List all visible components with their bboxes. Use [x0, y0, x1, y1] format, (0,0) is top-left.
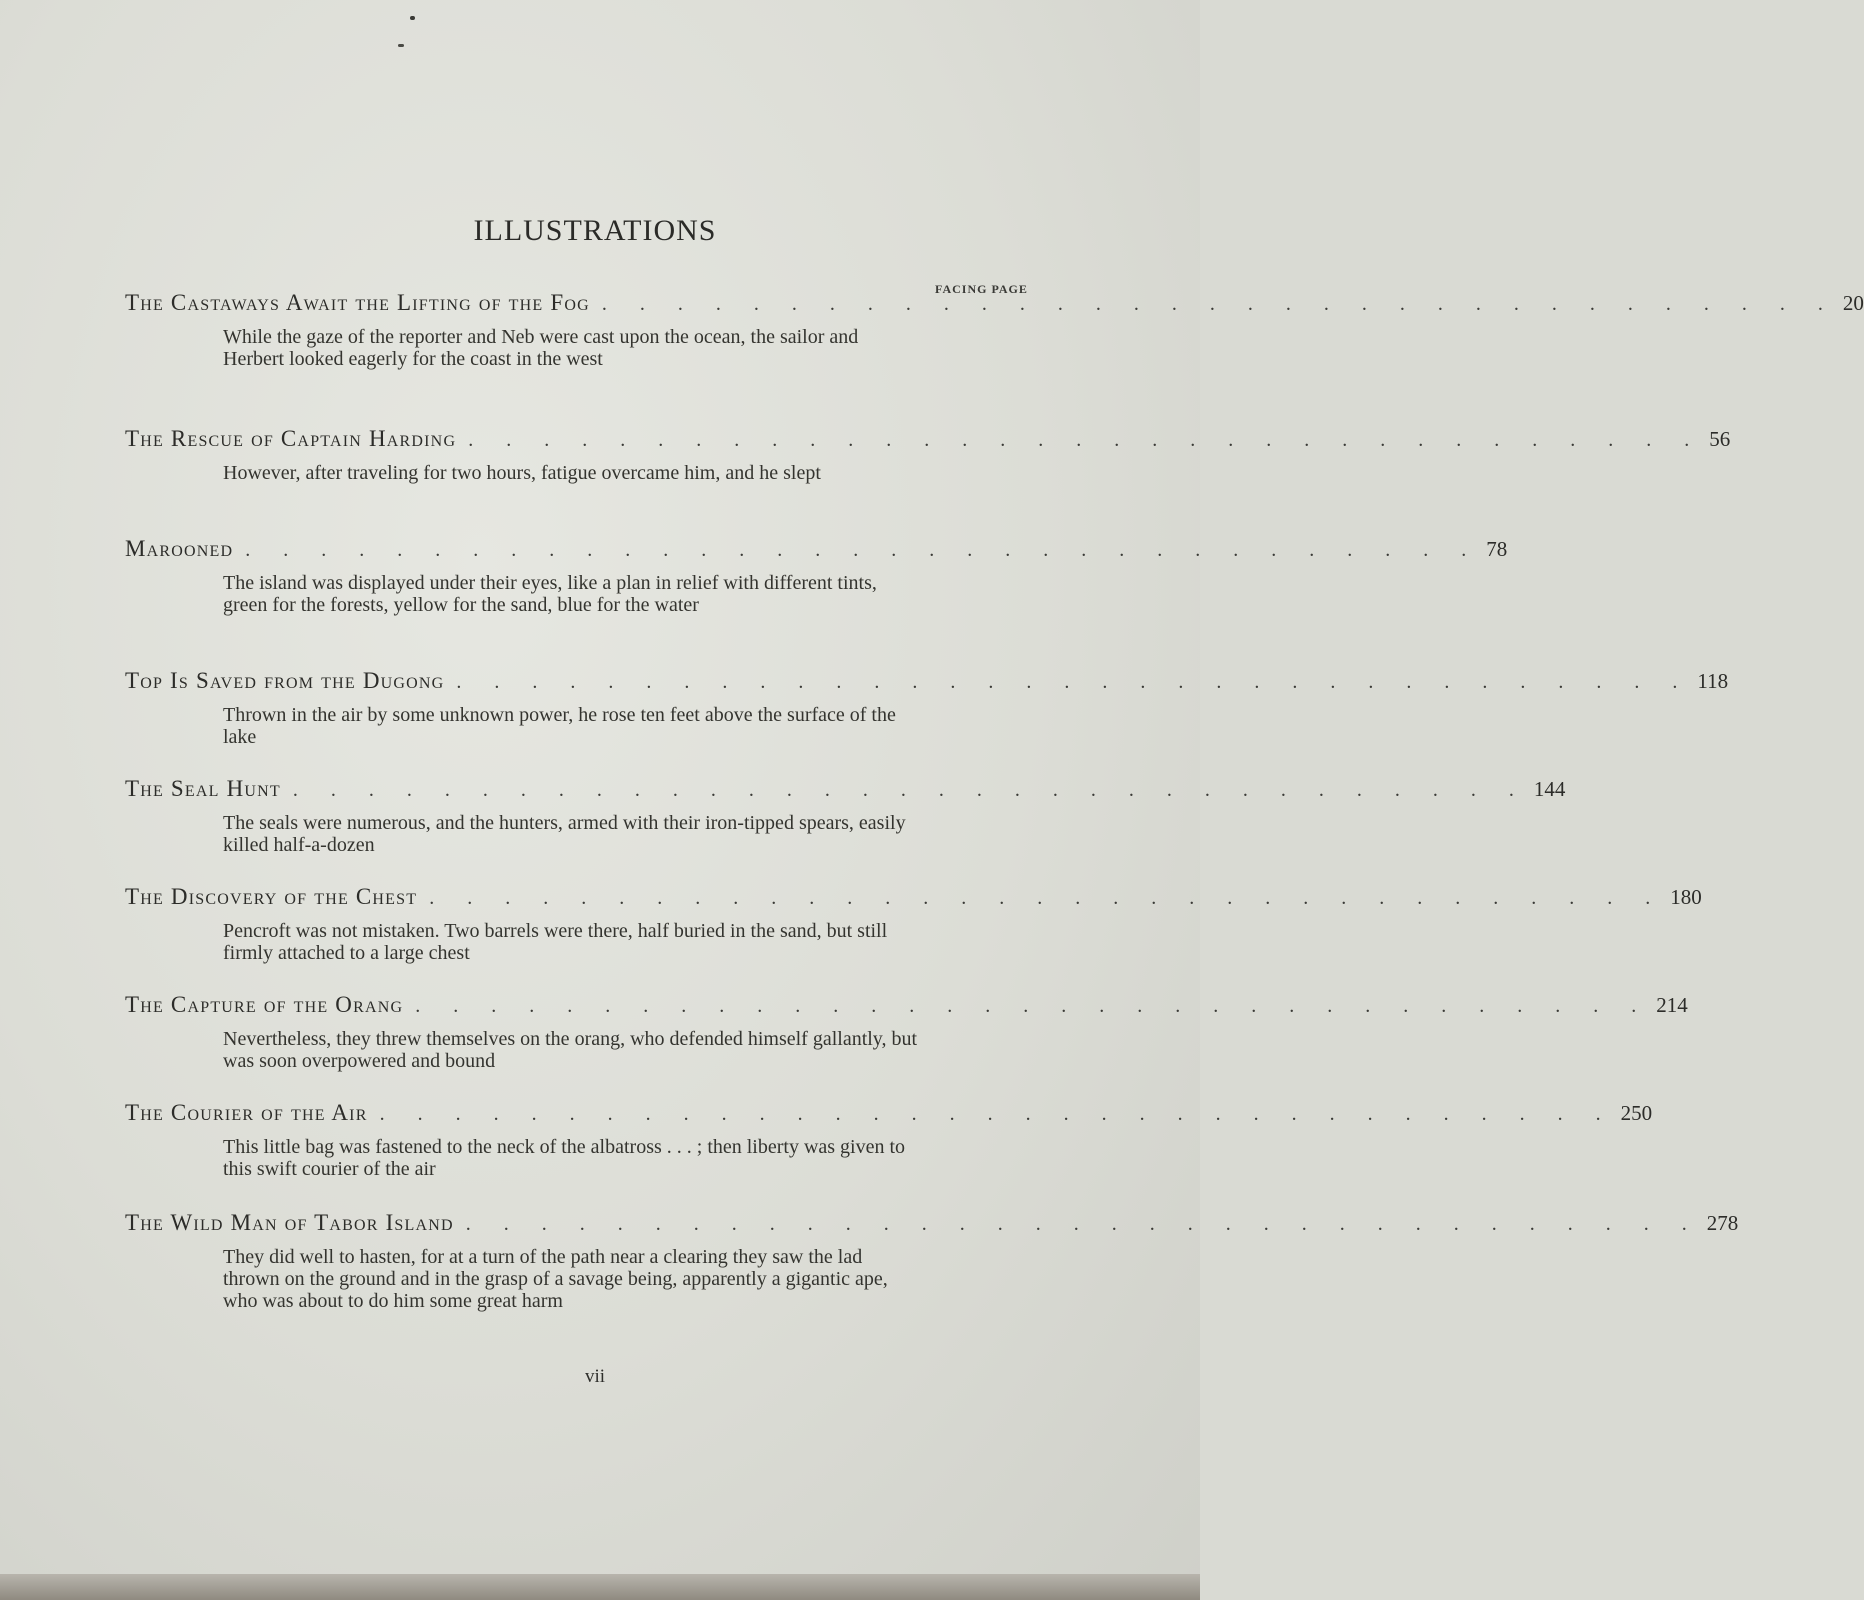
illustration-caption: While the gaze of the reporter and Neb were cast upon the ocean, the sailor and Herbert looked eagerly for the coast in the west — [223, 326, 859, 370]
facing-page-label: FACING PAGE — [935, 282, 1028, 296]
illustration-caption: Nevertheless, they threw themselves on the orang, who defended himself gallantly, but was soon overpowered and bound — [223, 1028, 918, 1072]
illustration-entry — [125, 992, 1688, 1072]
page-number: 20 — [1842, 291, 1864, 315]
ink-speck — [398, 44, 404, 47]
illustration-caption: They did well to hasten, for at a turn of the path near a clearing they saw the lad thrown on the ground and in the grasp of a savage being, apparently a gigantic ape, who was about to do him some great harm — [223, 1246, 888, 1312]
page-folio: vii — [584, 1366, 606, 1387]
illustration-entry — [125, 1100, 1653, 1180]
illustration-title: The Discovery of the Chest — [125, 884, 418, 909]
dot-leader: . . . . . . . . . . . . . . . . . . . . . . . . . . . . . . . . . — [465, 1213, 1701, 1235]
illustration-title: The Wild Man of Tabor Island — [125, 1210, 454, 1235]
illustration-entry — [125, 1210, 1739, 1312]
dot-leader: . . . . . . . . . . . . . . . . . . . . . . . . . . . . . . . . . — [292, 779, 1528, 801]
illustration-entry — [125, 668, 1729, 748]
ink-speck — [410, 16, 415, 20]
dot-leader: . . . . . . . . . . . . . . . . . . . . . . . . . . . . . . . . . — [468, 429, 1704, 451]
illustration-entry — [125, 536, 1508, 616]
illustration-title: Marooned — [125, 536, 234, 561]
illustration-title: The Capture of the Orang — [125, 992, 404, 1017]
dot-leader: . . . . . . . . . . . . . . . . . . . . . . . . . . . . . . . . . — [456, 671, 1692, 693]
page-number: 250 — [1620, 1101, 1653, 1125]
illustration-entry — [125, 884, 1702, 964]
illustration-entry — [125, 426, 1731, 484]
illustration-entry — [125, 290, 1864, 370]
illustration-caption: The seals were numerous, and the hunters, armed with their iron-tipped spears, easily killed half-a-dozen — [223, 812, 906, 856]
page-edge — [0, 1574, 1200, 1600]
dot-leader: . . . . . . . . . . . . . . . . . . . . . . . . . . . . . . . . . — [429, 887, 1665, 909]
illustration-caption: This little bag was fastened to the neck of the albatross . . . ; then liberty was given to this swift courier of the air — [223, 1136, 906, 1180]
illustration-caption: Thrown in the air by some unknown power, he rose ten feet above the surface of the lake — [223, 704, 896, 748]
dot-leader: . . . . . . . . . . . . . . . . . . . . . . . . . . . . . . . . . — [601, 293, 1837, 315]
illustration-caption: However, after traveling for two hours, fatigue overcame him, and he slept — [223, 462, 821, 484]
illustration-title: Top Is Saved from the Dugong — [125, 668, 445, 693]
page-number: 78 — [1486, 537, 1508, 561]
page-number: 180 — [1670, 885, 1702, 909]
dot-leader: . . . . . . . . . . . . . . . . . . . . . . . . . . . . . . . . . — [415, 995, 1651, 1017]
illustration-title: The Rescue of Captain Harding — [125, 426, 457, 451]
illustration-caption: Pencroft was not mistaken. Two barrels were there, half buried in the sand, but still firmly attached to a large chest — [223, 920, 888, 964]
illustration-entry — [125, 776, 1566, 856]
dot-leader: . . . . . . . . . . . . . . . . . . . . . . . . . . . . . . . . . — [379, 1103, 1615, 1125]
illustration-title: The Courier of the Air — [125, 1100, 368, 1125]
page-number: 278 — [1706, 1211, 1739, 1235]
page-number: 118 — [1697, 669, 1729, 693]
page-number: 214 — [1656, 993, 1688, 1017]
dot-leader: . . . . . . . . . . . . . . . . . . . . . . . . . . . . . . . . . — [245, 539, 1481, 561]
page-number: 56 — [1709, 427, 1731, 451]
page-heading: ILLUSTRATIONS — [473, 214, 717, 247]
page-number: 144 — [1533, 777, 1566, 801]
illustration-title: The Castaways Await the Lifting of the Fog — [125, 290, 590, 315]
illustration-caption: The island was displayed under their eyes, like a plan in relief with different tints, green for the forests, yellow for the sand, blue for the water — [223, 572, 877, 616]
illustration-title: The Seal Hunt — [125, 776, 281, 801]
